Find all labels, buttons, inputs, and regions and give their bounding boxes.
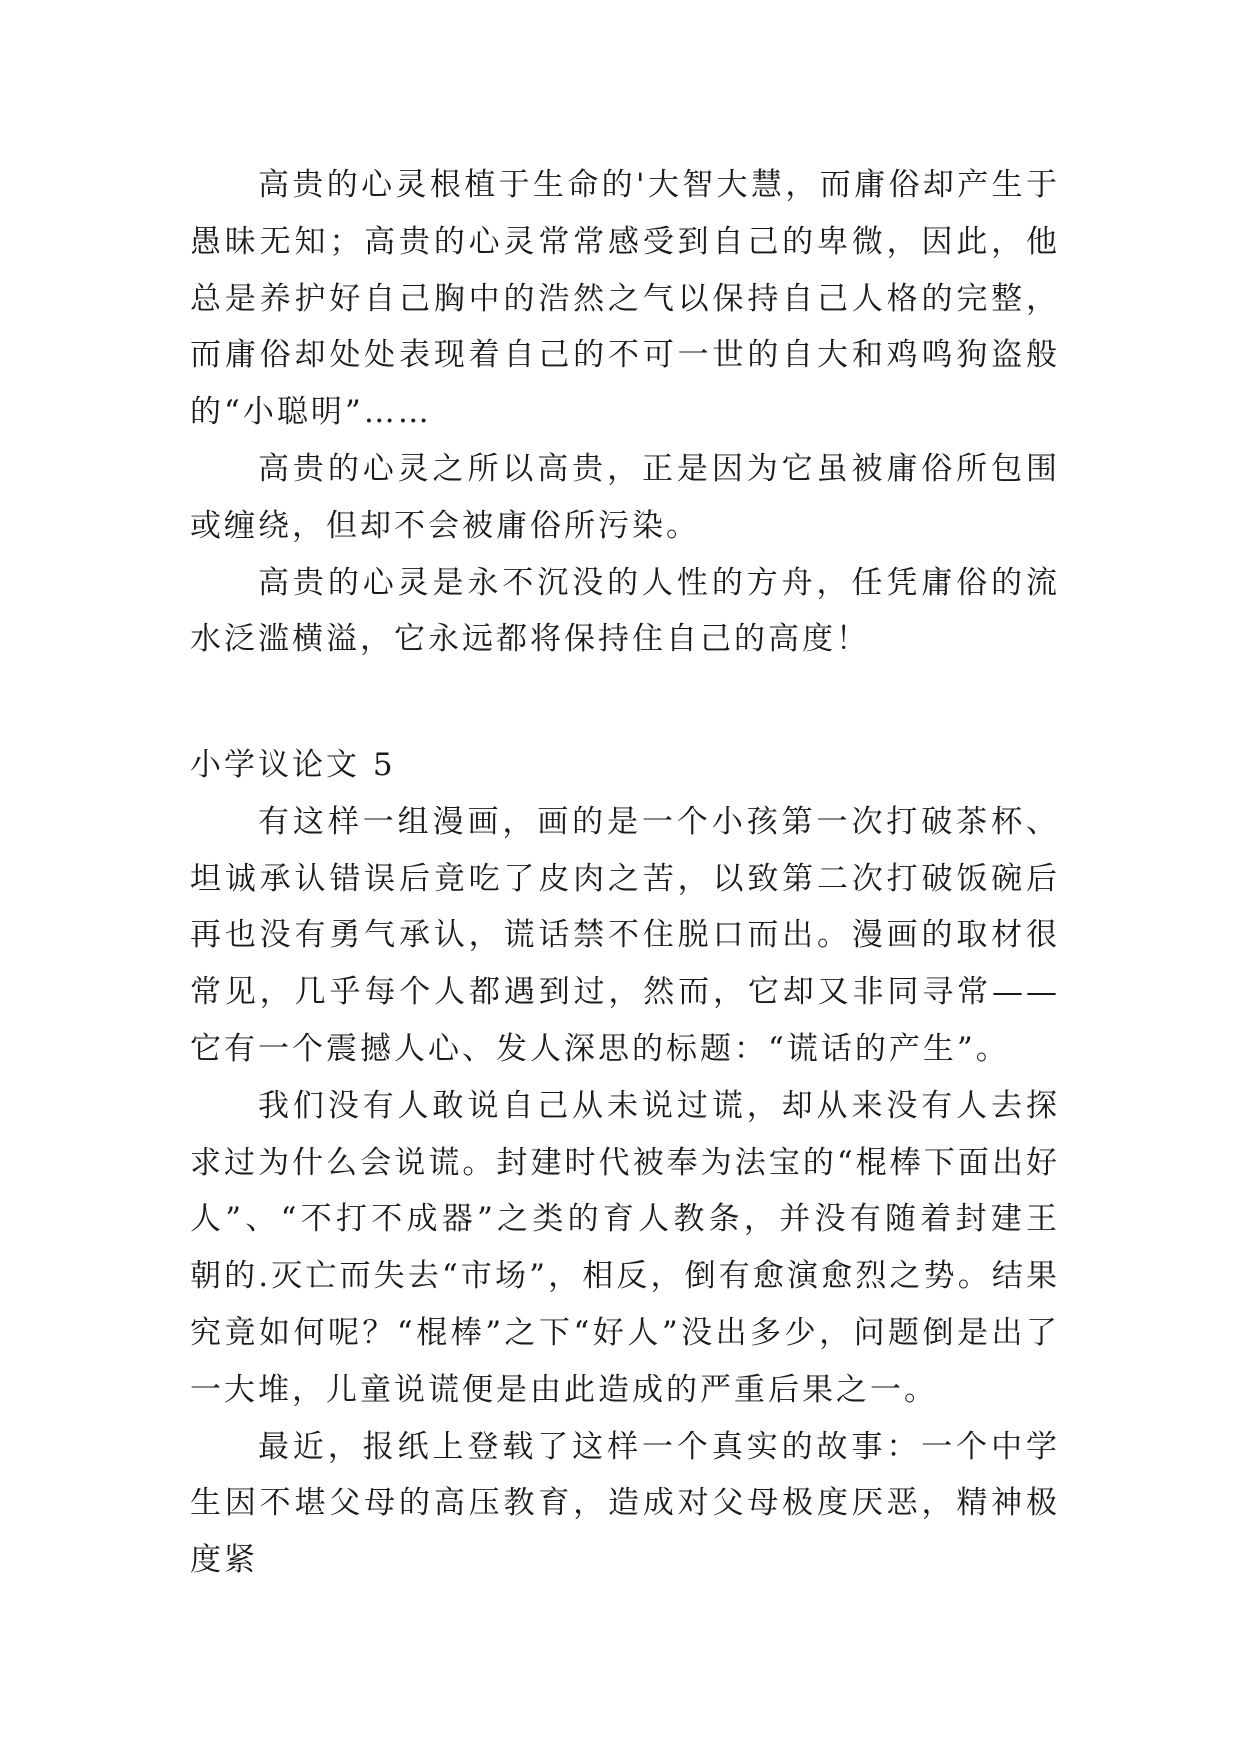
essay-section [190, 737, 1060, 1589]
essay-continuation [190, 157, 1060, 668]
paragraph: 高贵的心灵之所以高贵，正是因为它虽被庸俗所包围或缠绕，但却不会被庸俗所污染。 [190, 450, 1060, 544]
paragraph: 高贵的心灵是永不沉没的人性的方舟，任凭庸俗的流水泛滥横溢，它永远都将保持住自己的高度！ [190, 564, 1060, 658]
paragraph: 有这样一组漫画，画的是一个小孩第一次打破茶杯、坦诚承认错误后竟吃了皮肉之苦，以致第二次打破饭碗后再也没有勇气承认，谎话禁不住脱口而出。漫画的取材很常见，几乎每个人都遇到过，然而，它却又非同寻常——它有一个震撼人心、发人深思的标题：“谎话的产生”。 [190, 803, 1060, 1067]
paragraph: 我们没有人敢说自己从未说过谎，却从来没有人去探求过为什么会说谎。封建时代被奉为法宝的“棍棒下面出好人”、“不打不成器”之类的育人教条，并没有随着封建王朝的.灭亡而失去“市场”，相反，倒有愈演愈烈之势。结果究竟如何呢？“棍棒”之下“好人”没出多少，问题倒是出了一大堆，儿童说谎便是由此造成的严重后果之一。 [190, 1087, 1060, 1408]
paragraph: 最近，报纸上登载了这样一个真实的故事：一个中学生因不堪父母的高压教育，造成对父母极度厌恶，精神极度紧 [190, 1428, 1060, 1579]
section-title: 小学议论文 5 [190, 747, 396, 783]
paragraph: 高贵的心灵根植于生命的'大智大慧，而庸俗却产生于愚昧无知；高贵的心灵常常感受到自己的卑微，因此，他总是养护好自己胸中的浩然之气以保持自己人格的完整，而庸俗却处处表现着自己的不可一世的自大和鸡鸣狗盗般的“小聪明”…… [190, 167, 1060, 431]
